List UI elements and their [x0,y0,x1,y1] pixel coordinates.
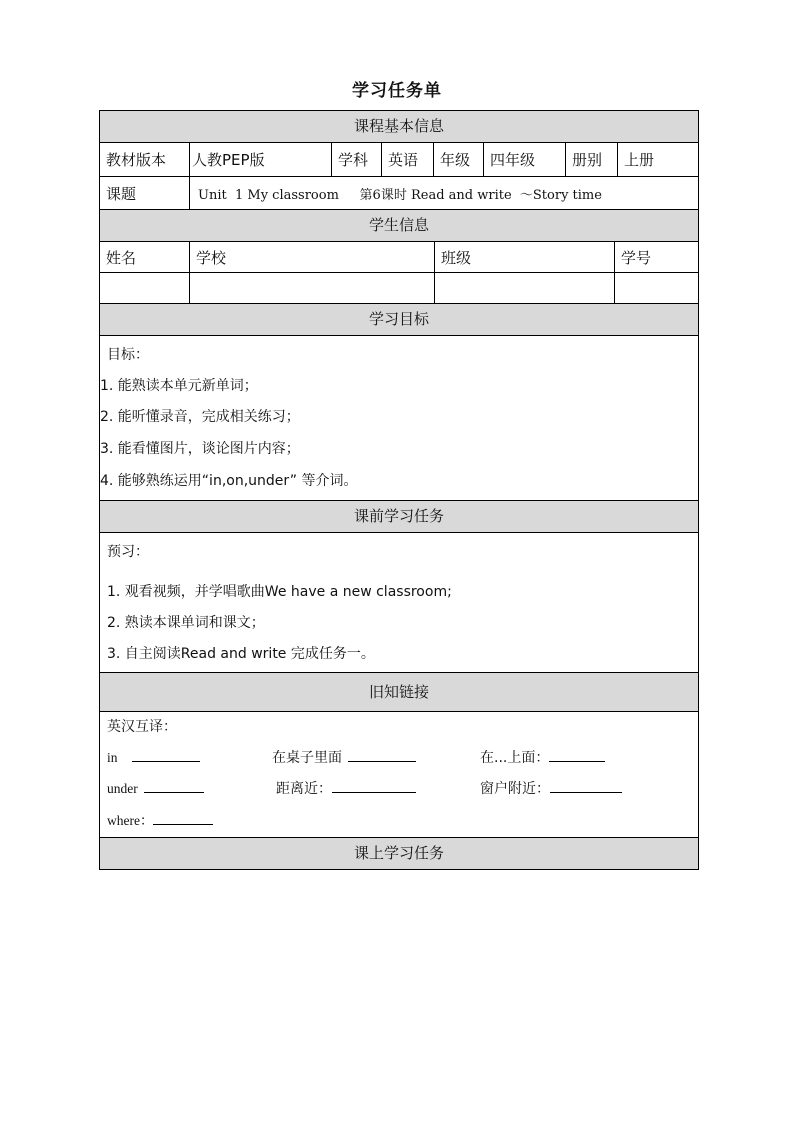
answer-blank[interactable] [144,778,204,793]
topic-row [100,177,698,210]
school-label: 学校 [190,242,435,272]
goal-item: 3. 能看懂图片，谈论图片内容； [100,441,300,457]
basic-info-row [100,143,698,177]
answer-blank[interactable] [153,810,213,825]
review-heading: 英汉互译： [107,719,177,735]
translate-word: 在...上面： [480,750,550,766]
volume-value: 上册 [624,151,655,169]
translate-item-on [480,747,605,767]
class-label: 班级 [435,242,615,272]
goals-heading: 目标： [107,347,149,363]
translate-word: under [107,781,138,796]
answer-blank[interactable] [550,778,622,793]
subject-label: 学科 [332,143,382,176]
answer-blank[interactable] [132,747,200,762]
pre-tasks-block [100,533,698,673]
topic-value: Unit 1 My classroom 第6课时 Read and write ～Story time [198,187,602,203]
answer-blank[interactable] [348,747,416,762]
translate-item-in-desk [272,747,416,767]
goal-item: 2. 能听懂录音，完成相关练习； [100,409,300,425]
translate-word: in [107,750,118,765]
section-header-basic-info: 课程基本信息 [100,111,698,143]
student-label-row [100,242,698,273]
goal-item: 4. 能够熟练运用“in,on,under” 等介词。 [100,473,358,489]
name-field[interactable] [100,273,190,303]
pre-task-item: 3. 自主阅读Read and write 完成任务一。 [107,646,375,662]
grade-value: 四年级 [484,143,566,176]
translate-item-near-window [480,778,622,798]
student-input-row [100,273,698,304]
translate-word: where： [107,813,154,828]
translate-item-where [107,809,213,829]
name-label: 姓名 [100,242,190,272]
translate-item-in [107,747,200,766]
grade-label: 年级 [434,143,484,176]
document-title: 学习任务单 [352,81,442,101]
section-header-student-info: 学生信息 [100,210,698,242]
section-header-goals: 学习目标 [100,304,698,336]
translate-item-near [276,778,416,798]
section-header-review: 旧知链接 [100,673,698,712]
student-number-field[interactable] [615,273,698,303]
answer-blank[interactable] [549,747,605,762]
translate-word: 距离近： [276,781,332,797]
class-field[interactable] [435,273,615,303]
school-field[interactable] [190,273,435,303]
textbook-value: 人教PEP版 [190,143,332,176]
section-header-pre-tasks: 课前学习任务 [100,501,698,533]
translate-word: 窗户附近： [480,781,550,797]
textbook-label: 教材版本 [100,143,190,176]
goals-block [100,336,698,501]
section-header-in-class: 课上学习任务 [100,838,698,869]
translate-word: 在桌子里面 [272,750,342,766]
goal-item: 1. 能熟读本单元新单词； [100,378,258,394]
volume-label: 册别 [566,143,618,176]
pre-task-item: 2. 熟读本课单词和课文； [107,615,265,631]
task-sheet-table [99,110,699,870]
subject-value: 英语 [382,143,434,176]
answer-blank[interactable] [332,778,416,793]
review-block [100,712,698,838]
translate-item-under [107,778,204,797]
topic-label: 课题 [100,177,190,209]
pre-tasks-heading: 预习： [107,544,149,560]
student-number-label: 学号 [621,248,652,267]
pre-task-item: 1. 观看视频，并学唱歌曲We have a new classroom; [107,584,452,600]
